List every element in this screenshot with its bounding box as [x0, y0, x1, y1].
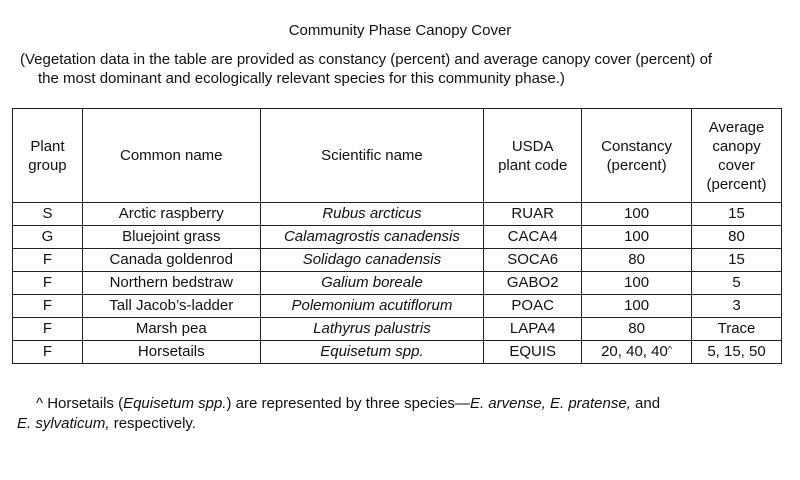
- cell-common-name: Tall Jacob’s-ladder: [82, 295, 260, 318]
- table-row: [13, 295, 782, 318]
- table-row: [13, 203, 782, 226]
- header-constancy-line: Constancy: [601, 137, 673, 155]
- header-plant-group-line: Plant: [30, 137, 65, 155]
- footnote-text: and: [630, 395, 661, 412]
- table-row: [13, 249, 782, 272]
- cell-common-name: Bluejoint grass: [82, 226, 260, 249]
- cell-plant-group: F: [13, 272, 83, 295]
- table-header-row: [13, 109, 782, 203]
- footnote-line-1: [17, 394, 777, 414]
- cell-scientific-name: Solidago canadensis: [260, 249, 484, 272]
- footnote: [17, 394, 777, 434]
- header-constancy-line: (percent): [606, 156, 667, 174]
- header-average-cover: [692, 109, 782, 203]
- header-average-cover-line: cover: [718, 156, 755, 174]
- cell-usda-code: EQUIS: [484, 341, 582, 364]
- footnote-text: respectively.: [109, 415, 196, 432]
- footnote-line-2: [17, 414, 777, 434]
- footnote-text: Horsetails (: [43, 395, 124, 412]
- cell-plant-group: F: [13, 249, 83, 272]
- cell-average-cover: 80: [692, 226, 782, 249]
- page-title: Community Phase Canopy Cover: [288, 22, 512, 39]
- header-average-cover-line: canopy: [712, 137, 761, 155]
- footnote-marker: ^: [667, 344, 673, 354]
- cell-plant-group: S: [13, 203, 83, 226]
- cell-usda-code: RUAR: [484, 203, 582, 226]
- cell-scientific-name: Calamagrostis canadensis: [260, 226, 484, 249]
- cell-usda-code: SOCA6: [484, 249, 582, 272]
- cell-scientific-name: Equisetum spp.: [260, 341, 484, 364]
- cell-constancy: 100: [582, 226, 692, 249]
- table-description: [20, 50, 780, 88]
- cell-scientific-name: Polemonium acutiflorum: [260, 295, 484, 318]
- canopy-cover-table: [12, 108, 782, 364]
- cell-usda-code: LAPA4: [484, 318, 582, 341]
- description-line-2: the most dominant and ecologically relevant species for this community phase.): [38, 70, 565, 87]
- header-common-name: Common name: [82, 109, 260, 203]
- constancy-value: 20, 40, 40: [601, 343, 668, 360]
- footnote-species: E. sylvaticum,: [17, 415, 110, 432]
- cell-plant-group: F: [13, 295, 83, 318]
- header-usda-code-line: plant code: [498, 156, 568, 174]
- cell-constancy: 100: [582, 203, 692, 226]
- header-scientific-name: Scientific name: [260, 109, 484, 203]
- table-row: [13, 226, 782, 249]
- cell-usda-code: CACA4: [484, 226, 582, 249]
- cell-constancy: 100: [582, 295, 692, 318]
- cell-average-cover: 5, 15, 50: [692, 341, 782, 364]
- table-row: [13, 318, 782, 341]
- cell-common-name: Canada goldenrod: [82, 249, 260, 272]
- cell-average-cover: Trace: [692, 318, 782, 341]
- footnote-marker: ^: [36, 395, 44, 412]
- cell-average-cover: 15: [692, 203, 782, 226]
- cell-constancy: 100: [582, 272, 692, 295]
- cell-constancy: 80: [582, 318, 692, 341]
- cell-common-name: Northern bedstraw: [82, 272, 260, 295]
- footnote-text: ) are represented by three species—: [226, 395, 470, 412]
- cell-average-cover: 3: [692, 295, 782, 318]
- cell-constancy: [582, 341, 692, 364]
- footnote-species: E. arvense, E. pratense,: [469, 395, 631, 412]
- cell-plant-group: F: [13, 318, 83, 341]
- cell-common-name: Marsh pea: [82, 318, 260, 341]
- cell-scientific-name: Rubus arcticus: [260, 203, 484, 226]
- cell-common-name: Horsetails: [82, 341, 260, 364]
- table-row: [13, 341, 782, 364]
- header-average-cover-line: (percent): [706, 175, 767, 193]
- header-average-cover-line: Average: [708, 118, 765, 136]
- header-usda-code-line: USDA: [511, 137, 554, 155]
- header-constancy: [582, 109, 692, 203]
- cell-average-cover: 5: [692, 272, 782, 295]
- header-plant-group: [13, 109, 83, 203]
- cell-average-cover: 15: [692, 249, 782, 272]
- description-line-1: (Vegetation data in the table are provided as constancy (percent) and average canopy cover (percent) of: [20, 51, 713, 68]
- cell-usda-code: POAC: [484, 295, 582, 318]
- footnote-genus: Equisetum spp.: [123, 395, 227, 412]
- header-usda-code: [484, 109, 582, 203]
- cell-plant-group: G: [13, 226, 83, 249]
- cell-scientific-name: Galium boreale: [260, 272, 484, 295]
- cell-plant-group: F: [13, 341, 83, 364]
- cell-common-name: Arctic raspberry: [82, 203, 260, 226]
- cell-usda-code: GABO2: [484, 272, 582, 295]
- cell-scientific-name: Lathyrus palustris: [260, 318, 484, 341]
- cell-constancy: 80: [582, 249, 692, 272]
- header-plant-group-line: group: [28, 156, 67, 174]
- table-row: [13, 272, 782, 295]
